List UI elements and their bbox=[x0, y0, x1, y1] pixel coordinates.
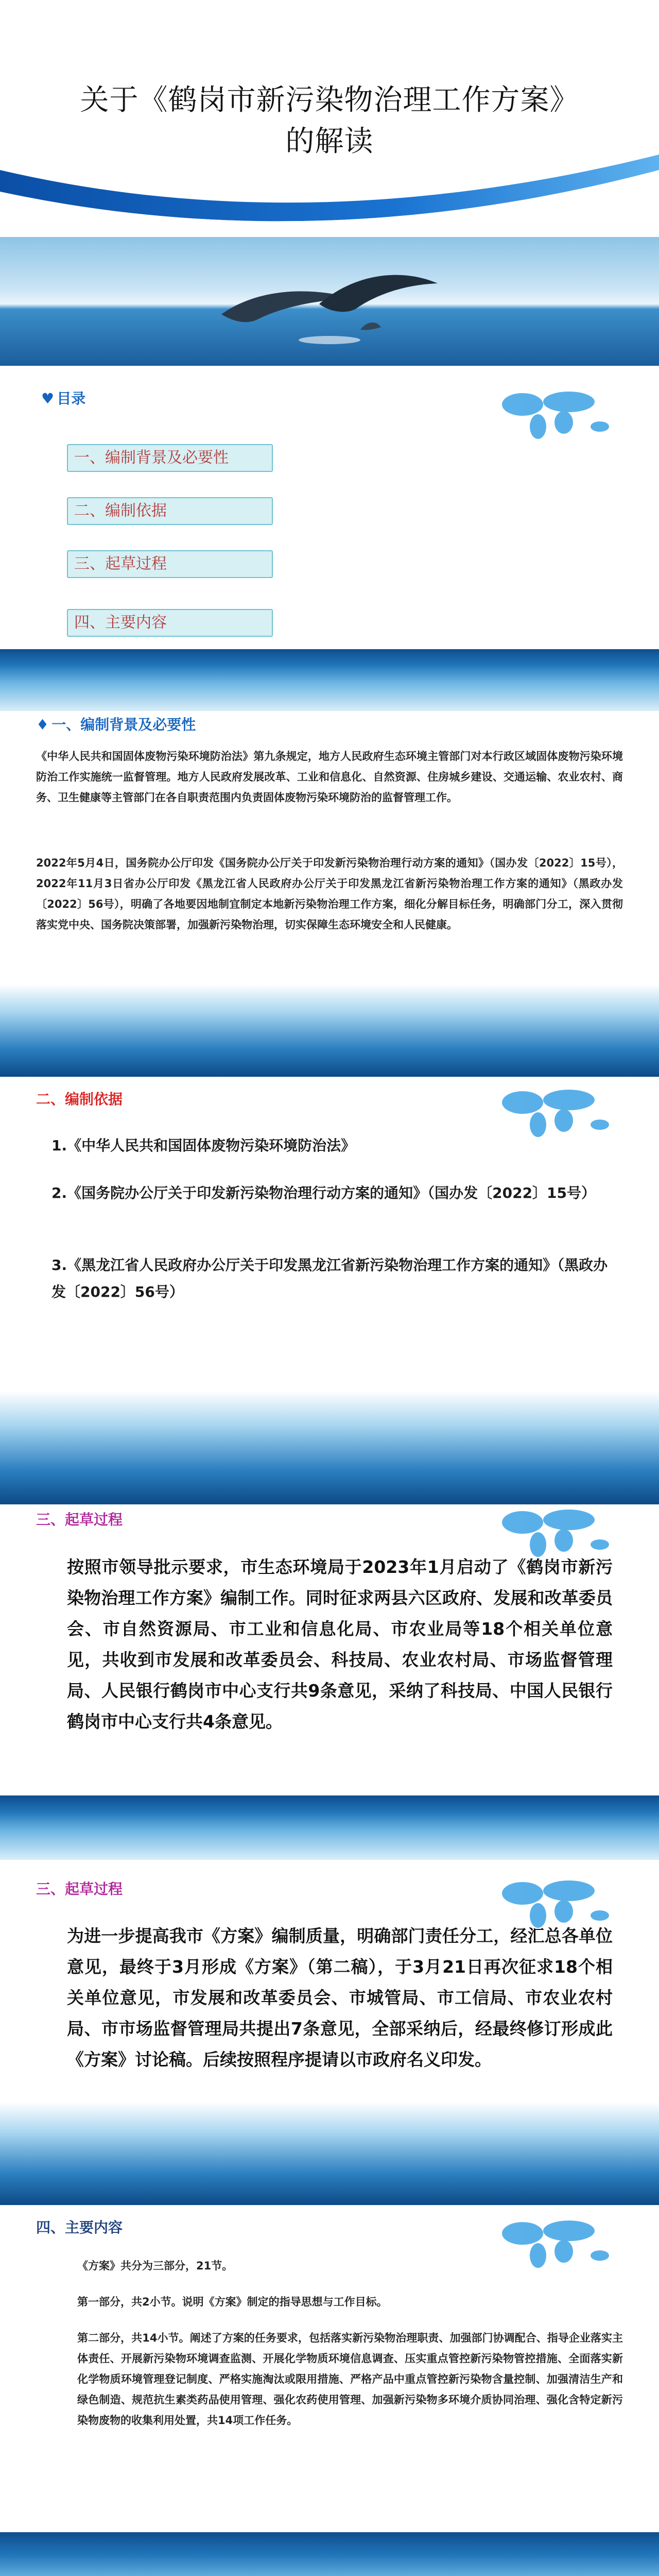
heart-icon: ♥ bbox=[41, 390, 55, 407]
sea-divider bbox=[0, 1795, 659, 1860]
section1-paragraph-2: 2022年5月4日，国务院办公厅印发《国务院办公厅关于印发新污染物治理行动方案的通知》（国办发〔2022〕15号），2022年11月3日省办公厅印发《黑龙江省人民政府办公厅关于印发黑龙江省新污染物治理工作方案的通知》（黑政办发〔2022〕56号），明确了各地要因地制宜制定本地新污染物治理工作方案，细化分解目标任务，明确部门分工，深入贯彻落实党中央、国务院决策部署，加强新污染物治理，切实保障生态环境安全和人民健康。 bbox=[36, 857, 623, 931]
basis-item-3: 3.《黑龙江省人民政府办公厅关于印发黑龙江省新污染物治理工作方案的通知》（黑政办发〔2022〕56号） bbox=[51, 1257, 608, 1300]
section3b-paragraph: 为进一步提高我市《方案》编制质量，明确部门责任分工，经汇总各单位意见，最终于3月形成《方案》（第二稿），于3月21日再次征求18个相关单位意见，市发展和改革委员会、市城管局、市工信局、市农业农村局、市市场监督管理局共提出7条意见，全部采纳后，经最终修订形成此《方案》讨论稿。后续按照程序提请以市政府名义印发。 bbox=[67, 1926, 613, 2070]
basis-item-1: 1.《中华人民共和国固体废物污染环境防治法》 bbox=[51, 1137, 356, 1154]
dolphin-decor bbox=[0, 237, 659, 366]
world-map-decor bbox=[494, 1079, 618, 1141]
section4a-paragraph-1: 《方案》共分为三部分，21节。 bbox=[77, 2260, 233, 2272]
section3a-heading: 三、起草过程 bbox=[36, 1511, 123, 1528]
section4a-paragraph-2: 第一部分，共2小节。说明《方案》制定的指导思想与工作目标。 bbox=[77, 2296, 388, 2308]
sea-divider bbox=[0, 2102, 659, 2205]
toc-item-basis[interactable]: 二、编制依据 bbox=[67, 497, 273, 525]
section1-heading-label: 一、编制背景及必要性 bbox=[51, 716, 196, 733]
sea-divider bbox=[0, 2532, 659, 2576]
toc-heading bbox=[41, 387, 85, 408]
page-title-line-1: 关于《鹤岗市新污染物治理工作方案》 bbox=[80, 83, 579, 117]
section1-heading bbox=[36, 714, 196, 734]
world-map-decor bbox=[494, 381, 618, 443]
section3b-heading: 三、起草过程 bbox=[36, 1880, 123, 1897]
diamond-icon: ♦ bbox=[36, 716, 49, 733]
section4a-heading: 四、主要内容 bbox=[36, 2219, 123, 2236]
sea-divider bbox=[0, 649, 659, 711]
toc-item-drafting[interactable]: 三、起草过程 bbox=[67, 550, 273, 578]
sea-divider bbox=[0, 1391, 659, 1504]
toc-heading-label: 目录 bbox=[57, 390, 86, 407]
sea-divider bbox=[0, 984, 659, 1077]
dolphin-photo bbox=[0, 237, 659, 366]
toc-item-content[interactable]: 四、主要内容 bbox=[67, 609, 273, 637]
section3a-paragraph: 按照市领导批示要求，市生态环境局于2023年1月启动了《鹤岗市新污染物治理工作方案》编制工作。同时征求两县六区政府、发展和改革委员会、市自然资源局、市工业和信息化局、市农业局等18个相关单位意见，共收到市发展和改革委员会、科技局、农业农村局、市场监督管理局、人民银行鹤岗市中心支行共9条意见，采纳了科技局、中国人民银行鹤岗市中心支行共4条意见。 bbox=[67, 1557, 613, 1732]
header-banner bbox=[0, 0, 659, 242]
page-title-line-2: 的解读 bbox=[285, 125, 374, 158]
section1-paragraph-1: 《中华人民共和国固体废物污染环境防治法》第九条规定，地方人民政府生态环境主管部门对本行政区域固体废物污染环境防治工作实施统一监督管理。地方人民政府发展改革、工业和信息化、自然资源、住房城乡建设、交通运输、农业农村、商务、卫生健康等主管部门在各自职责范围内负责固体废物污染环境防治的监督管理工作。 bbox=[36, 750, 623, 804]
toc-item-background[interactable]: 一、编制背景及必要性 bbox=[67, 444, 273, 472]
section2-heading: 二、编制依据 bbox=[36, 1091, 123, 1108]
basis-item-2: 2.《国务院办公厅关于印发新污染物治理行动方案的通知》（国办发〔2022〕15号） bbox=[51, 1184, 596, 1201]
section4a-paragraph-3: 第二部分，共14小节。阐述了方案的任务要求，包括落实新污染物治理职责、加强部门协调配合、指导企业落实主体责任、开展新污染物环境调查监测、开展化学物质环境信息调查、压实重点管控新污染物管控措施、全面落实新化学物质环境管理登记制度、严格实施淘汰或限用措施、严格产品中重点管控新污染物含量控制、加强清洁生产和绿色制造、规范抗生素类药品使用管理、强化农药使用管理、加强新污染物多环境介质协同治理、强化含特定新污染物废物的收集利用处置，共14项工作任务。 bbox=[77, 2332, 623, 2427]
